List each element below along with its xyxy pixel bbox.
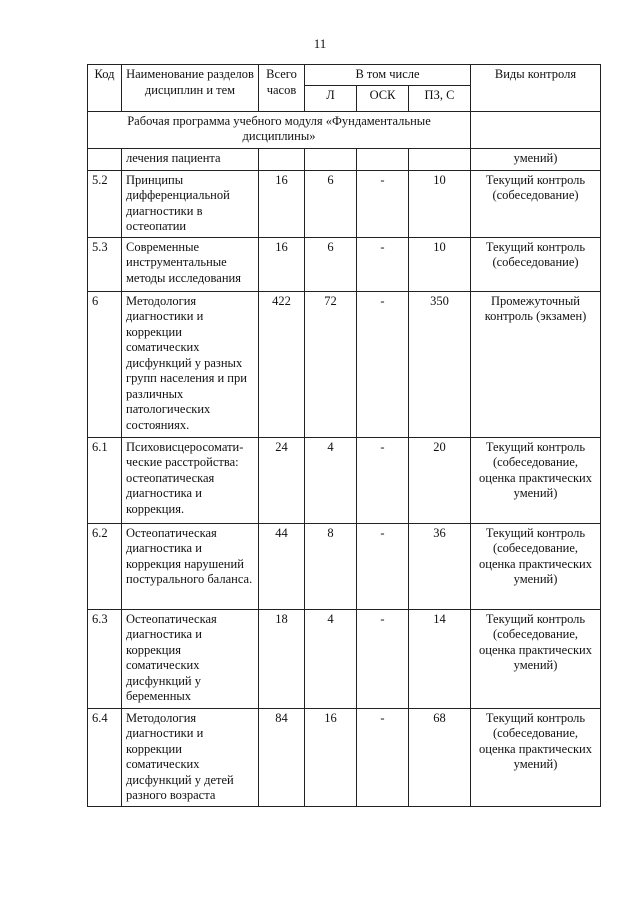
cell-total: 24 [259,437,305,523]
table-header-row [88,65,601,86]
cell-lectures: 6 [305,170,357,237]
cell-total: 422 [259,291,305,437]
table-row [88,708,601,806]
curriculum-table [87,64,601,807]
cell-name: Принципы дифференциальной диагностики в остеопатии [122,170,259,237]
cell-name: Современные инструментальные методы исследования [122,237,259,291]
header-code: Код [88,65,122,112]
cell-control: Текущий контроль (собеседование) [471,237,601,291]
cell-name: Остеопатическая диагностика и коррекция соматических дисфункций у беременных [122,609,259,708]
cell-osk: - [357,170,409,237]
table-row [88,437,601,523]
cell-pz: 10 [409,170,471,237]
cell-code [88,148,122,170]
table-row [88,148,601,170]
header-name: Наименование разделов дисциплин и тем [122,65,259,112]
header-control-types: Виды контроля [471,65,601,112]
cell-pz: 14 [409,609,471,708]
cell-total: 18 [259,609,305,708]
cell-code: 5.3 [88,237,122,291]
cell-name: лечения пациента [122,148,259,170]
cell-control: умений) [471,148,601,170]
section-title-row [88,111,601,148]
cell-osk [357,148,409,170]
cell-osk: - [357,609,409,708]
cell-osk: - [357,437,409,523]
header-pz: ПЗ, С [409,85,471,111]
cell-name: Психовисцеросомати-ческие расстройства: остеопатическая диагностика и коррекция. [122,437,259,523]
table-row [88,523,601,609]
cell-lectures: 72 [305,291,357,437]
cell-pz: 20 [409,437,471,523]
cell-code: 6.2 [88,523,122,609]
cell-lectures: 8 [305,523,357,609]
cell-pz: 350 [409,291,471,437]
cell-osk: - [357,291,409,437]
table-row [88,170,601,237]
header-including: В том числе [305,65,471,86]
cell-lectures [305,148,357,170]
section-title-empty-cell [471,111,601,148]
cell-code: 6.3 [88,609,122,708]
cell-control: Текущий контроль (собеседование, оценка практических умений) [471,708,601,806]
cell-total: 44 [259,523,305,609]
cell-control: Текущий контроль (собеседование, оценка практических умений) [471,609,601,708]
cell-total [259,148,305,170]
cell-control: Текущий контроль (собеседование, оценка практических умений) [471,523,601,609]
cell-osk: - [357,708,409,806]
cell-total: 84 [259,708,305,806]
cell-pz [409,148,471,170]
cell-code: 6.1 [88,437,122,523]
header-osk: ОСК [357,85,409,111]
cell-code: 5.2 [88,170,122,237]
table-row [88,609,601,708]
cell-lectures: 4 [305,609,357,708]
cell-lectures: 16 [305,708,357,806]
cell-lectures: 6 [305,237,357,291]
cell-name: Остеопатическая диагностика и коррекция нарушений постурального баланса. [122,523,259,609]
section-title: Рабочая программа учебного модуля «Фундаментальные дисциплины» [88,111,471,148]
cell-osk: - [357,237,409,291]
header-lectures: Л [305,85,357,111]
table-row [88,291,601,437]
page-number: 11 [313,36,327,51]
header-total-hours: Всего часов [259,65,305,112]
cell-control: Текущий контроль (собеседование) [471,170,601,237]
cell-code: 6 [88,291,122,437]
cell-pz: 68 [409,708,471,806]
cell-name: Методология диагностики и коррекции соматических дисфункций у детей разного возраста [122,708,259,806]
cell-pz: 10 [409,237,471,291]
cell-control: Текущий контроль (собеседование, оценка практических умений) [471,437,601,523]
table-row [88,237,601,291]
cell-osk: - [357,523,409,609]
cell-control: Промежуточный контроль (экзамен) [471,291,601,437]
cell-pz: 36 [409,523,471,609]
cell-name: Методология диагностики и коррекции соматических дисфункций у разных групп населения и при различных патологических состояниях. [122,291,259,437]
cell-code: 6.4 [88,708,122,806]
cell-lectures: 4 [305,437,357,523]
cell-total: 16 [259,170,305,237]
cell-total: 16 [259,237,305,291]
